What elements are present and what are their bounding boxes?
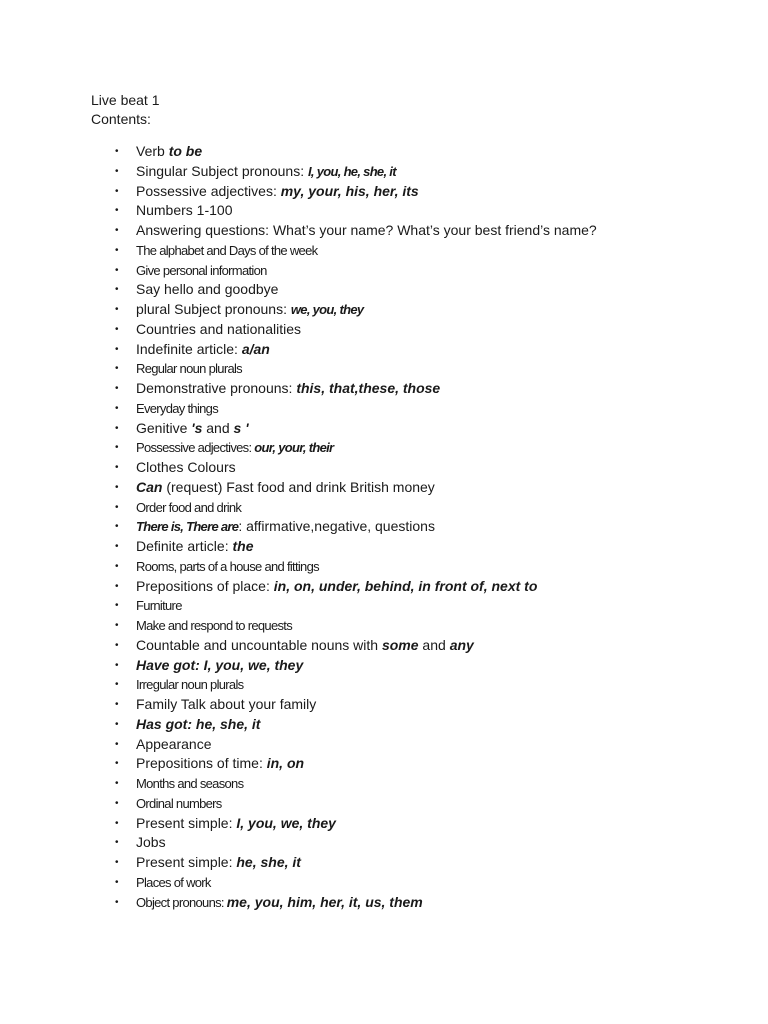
- list-item-text: [136, 478, 435, 498]
- list-item-text: [136, 735, 212, 755]
- list-item-segment: a/an: [241, 340, 270, 357]
- list-item-segment: Prepositions of time:: [136, 755, 267, 772]
- list-item: [0, 893, 768, 913]
- list-item-segment: Order food and drink: [136, 499, 242, 515]
- list-item: [0, 616, 768, 636]
- list-item: [0, 715, 768, 735]
- list-item-segment: and: [418, 636, 450, 653]
- bullet-icon: •: [115, 185, 119, 197]
- list-item-segment: Genitive: [136, 419, 192, 436]
- bullet-icon: •: [115, 679, 119, 691]
- list-item-segment: this, that,these, those: [296, 380, 441, 396]
- list-item: [0, 636, 768, 656]
- list-item: [0, 280, 768, 300]
- list-item-text: [136, 557, 319, 577]
- list-item: [0, 675, 768, 695]
- list-item-text: [136, 893, 423, 913]
- list-item-text: [136, 636, 474, 656]
- bullet-icon: •: [115, 264, 119, 276]
- bullet-icon: •: [115, 442, 119, 454]
- list-item-segment: Say hello and goodbye: [136, 281, 279, 298]
- list-item-text: [136, 438, 333, 458]
- list-item-segment: s ': [233, 419, 249, 436]
- bullet-icon: •: [115, 343, 119, 355]
- contents-list: [0, 142, 768, 912]
- list-item-text: [136, 616, 292, 636]
- list-item-text: [136, 182, 419, 202]
- bullet-icon: •: [115, 718, 119, 730]
- list-item-segment: Appearance: [136, 735, 212, 752]
- list-item-segment: some: [381, 636, 419, 653]
- list-item-segment: in, on, under, behind, in front of, next to: [273, 577, 538, 594]
- list-item-text: [136, 359, 242, 379]
- list-item-segment: Countable and uncountable nouns with: [136, 636, 382, 653]
- list-item-segment: I, you, he, she, it: [308, 163, 396, 179]
- bullet-icon: •: [115, 165, 119, 177]
- bullet-icon: •: [115, 501, 119, 513]
- list-item: [0, 142, 768, 162]
- list-item-segment: Singular Subject pronouns:: [136, 162, 308, 179]
- list-item-segment: Make and respond to requests: [136, 618, 293, 633]
- list-item-segment: in, on: [266, 755, 305, 772]
- bullet-icon: •: [115, 620, 119, 631]
- list-item-text: [136, 201, 233, 221]
- list-item-text: [136, 419, 249, 439]
- list-item-text: [136, 695, 316, 715]
- bullet-icon: •: [115, 521, 119, 533]
- list-item-segment: Regular noun plurals: [136, 361, 242, 377]
- list-item: [0, 478, 768, 498]
- list-item: [0, 379, 768, 399]
- bullet-icon: •: [115, 422, 119, 434]
- list-item: [0, 794, 768, 814]
- list-item-segment: Prepositions of place:: [136, 577, 274, 594]
- list-item-segment: There is, There are: [136, 519, 239, 535]
- bullet-icon: •: [115, 758, 119, 770]
- list-item-text: [136, 162, 396, 182]
- list-item: [0, 241, 768, 261]
- list-item-text: [136, 833, 166, 853]
- list-item: [0, 201, 768, 221]
- bullet-icon: •: [115, 284, 119, 296]
- list-item-segment: Countries and nationalities: [136, 320, 301, 337]
- list-item-text: [136, 517, 435, 537]
- list-item-text: [136, 794, 222, 814]
- list-item-segment: Indefinite article:: [136, 340, 242, 357]
- list-item: [0, 774, 768, 794]
- list-item-text: [136, 379, 440, 399]
- list-item-text: [136, 399, 218, 419]
- list-item: [0, 853, 768, 873]
- bullet-icon: •: [115, 837, 119, 849]
- list-item-segment: our, your, their: [254, 440, 334, 456]
- list-item: [0, 340, 768, 360]
- list-item-text: [136, 458, 236, 478]
- list-item-segment: Have got: I, you, we, they: [136, 656, 304, 673]
- list-item-segment: Numbers 1-100: [136, 202, 233, 219]
- list-item: [0, 814, 768, 834]
- list-item-segment: Everyday things: [136, 400, 218, 416]
- list-item-text: [136, 774, 243, 794]
- bullet-icon: •: [115, 363, 119, 375]
- list-item: [0, 596, 768, 616]
- bullet-icon: •: [115, 817, 119, 829]
- list-item-segment: (request) Fast food and drink British money: [162, 478, 435, 495]
- list-item: [0, 695, 768, 715]
- list-item: [0, 517, 768, 537]
- list-item: [0, 182, 768, 202]
- list-item-segment: he, she, it: [236, 854, 301, 870]
- list-item-segment: Irregular noun plurals: [136, 677, 244, 693]
- bullet-icon: •: [115, 797, 119, 809]
- list-item-text: [136, 300, 363, 320]
- list-item: [0, 754, 768, 774]
- bullet-icon: •: [115, 146, 119, 157]
- bullet-icon: •: [115, 462, 119, 473]
- bullet-icon: •: [115, 738, 119, 750]
- list-item-segment: any: [449, 636, 474, 653]
- list-item-segment: Rooms, parts of a house and fittings: [136, 558, 319, 574]
- list-item: [0, 656, 768, 676]
- list-item-segment: Family Talk about your family: [136, 696, 317, 712]
- list-item-segment: and: [202, 419, 234, 436]
- list-item: [0, 261, 768, 281]
- list-item-segment: Definite article:: [136, 538, 233, 554]
- bullet-icon: •: [115, 225, 119, 236]
- bullet-icon: •: [115, 402, 119, 414]
- list-item-segment: Answering questions: What’s your name? What’s your best friend’s name?: [136, 222, 597, 238]
- list-item-segment: to be: [168, 143, 203, 159]
- list-item-segment: Clothes Colours: [136, 459, 236, 475]
- list-item: [0, 359, 768, 379]
- contents-heading: Contents:: [91, 111, 151, 127]
- bullet-icon: •: [115, 659, 119, 671]
- list-item-segment: Jobs: [136, 834, 166, 851]
- list-item-segment: I, you, we, they: [236, 814, 336, 831]
- list-item-segment: The alphabet and Days of the week: [136, 242, 318, 258]
- list-item-text: [136, 340, 270, 360]
- list-item-segment: Possessive adjectives:: [136, 440, 255, 456]
- list-item-segment: Give personal information: [136, 262, 267, 278]
- bullet-icon: •: [115, 323, 119, 335]
- list-item-text: [136, 853, 301, 873]
- list-item-segment: Demonstrative pronouns:: [136, 380, 297, 396]
- list-item-segment: me, you, him, her, it, us, them: [226, 893, 423, 910]
- bullet-icon: •: [115, 876, 119, 888]
- list-item-text: [136, 280, 278, 300]
- list-item-text: [136, 754, 304, 774]
- list-item-text: [136, 715, 260, 735]
- bullet-icon: •: [115, 639, 119, 651]
- bullet-icon: •: [115, 580, 119, 592]
- list-item-text: [136, 596, 182, 616]
- list-item-text: [136, 261, 267, 281]
- list-item-text: [136, 142, 202, 162]
- bullet-icon: •: [115, 244, 119, 256]
- list-item: [0, 833, 768, 853]
- list-item-segment: Ordinal numbers: [136, 795, 222, 811]
- list-item-segment: Months and seasons: [136, 776, 244, 791]
- list-item: [0, 399, 768, 419]
- list-item: [0, 320, 768, 340]
- bullet-icon: •: [115, 778, 119, 789]
- bullet-icon: •: [115, 205, 119, 217]
- list-item-segment: Present simple:: [136, 854, 237, 870]
- bullet-icon: •: [115, 857, 119, 868]
- document-title: Live beat 1: [91, 92, 160, 108]
- list-item: [0, 300, 768, 320]
- list-item-segment: my, your, his, her, its: [280, 182, 419, 199]
- list-item: [0, 557, 768, 577]
- list-item: [0, 735, 768, 755]
- bullet-icon: •: [115, 560, 119, 572]
- list-item-text: [136, 675, 243, 695]
- list-item-segment: we, you, they: [290, 302, 364, 317]
- list-item: [0, 458, 768, 478]
- bullet-icon: •: [115, 699, 119, 710]
- list-item-text: [136, 577, 537, 597]
- list-item-text: [136, 241, 317, 261]
- bullet-icon: •: [115, 481, 119, 493]
- list-item-segment: Furniture: [136, 598, 182, 614]
- list-item-segment: plural Subject pronouns:: [136, 301, 291, 317]
- list-item-text: [136, 537, 253, 557]
- document-header: [91, 91, 160, 129]
- list-item-segment: : affirmative,negative, questions: [238, 518, 435, 535]
- list-item-segment: 's: [191, 419, 203, 436]
- list-item-text: [136, 873, 211, 893]
- list-item: [0, 577, 768, 597]
- list-item: [0, 873, 768, 893]
- list-item-text: [136, 814, 336, 834]
- list-item-segment: Possessive adjectives:: [136, 182, 281, 199]
- list-item: [0, 537, 768, 557]
- list-item-segment: Can: [136, 478, 163, 495]
- bullet-icon: •: [115, 541, 119, 552]
- list-item-segment: Verb: [136, 143, 169, 159]
- list-item-segment: the: [232, 538, 254, 554]
- list-item-segment: Places of work: [136, 874, 211, 890]
- list-item-segment: Has got: he, she, it: [136, 715, 261, 732]
- list-item: [0, 438, 768, 458]
- list-item: [0, 498, 768, 518]
- bullet-icon: •: [115, 383, 119, 394]
- list-item-segment: Present simple:: [136, 814, 237, 831]
- list-item-text: [136, 221, 597, 241]
- list-item: [0, 221, 768, 241]
- bullet-icon: •: [115, 896, 119, 908]
- bullet-icon: •: [115, 600, 119, 612]
- list-item: [0, 419, 768, 439]
- list-item-segment: Object pronouns:: [136, 894, 227, 910]
- list-item-text: [136, 320, 301, 340]
- list-item-text: [136, 656, 303, 676]
- bullet-icon: •: [115, 304, 119, 315]
- list-item: [0, 162, 768, 182]
- list-item-text: [136, 498, 241, 518]
